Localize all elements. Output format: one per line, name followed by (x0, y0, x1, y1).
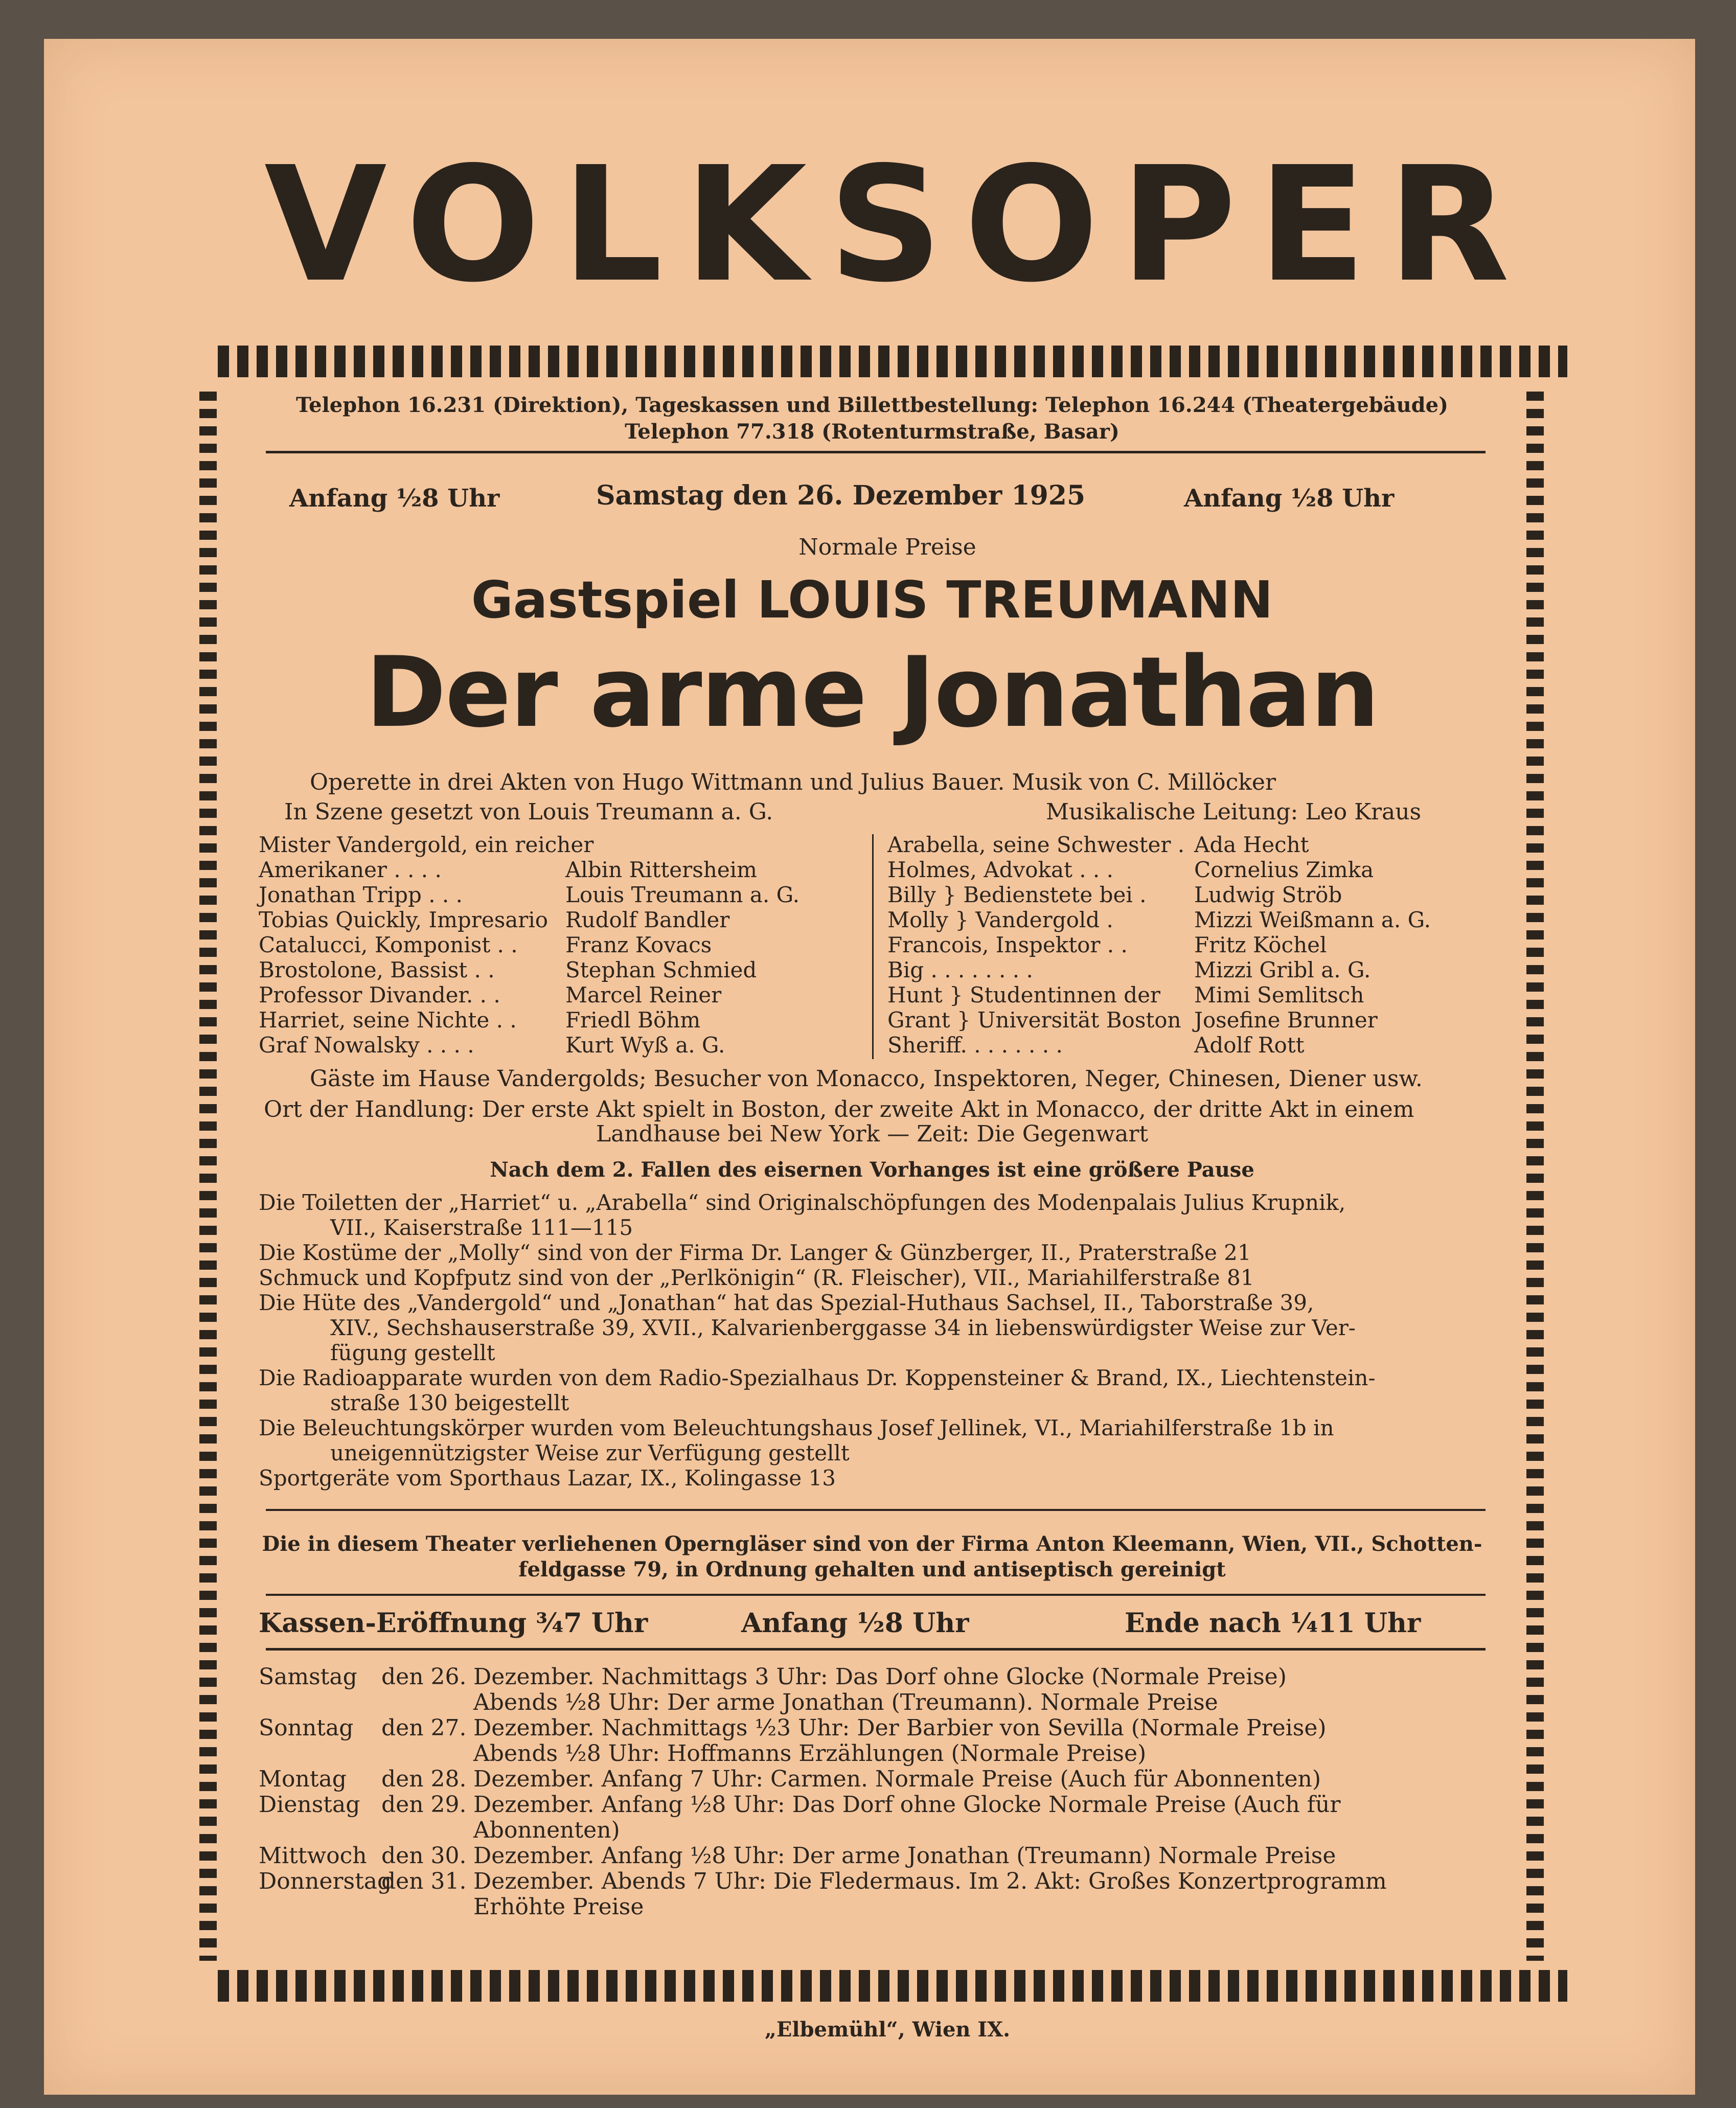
cast-row: Brostolone, Bassist . . Stephan Schmied (259, 957, 757, 982)
cast-list-left (259, 832, 847, 1058)
staging-credit: In Szene gesetzt von Louis Treumann a. G. (284, 799, 773, 825)
weekly-schedule (259, 1664, 1434, 1920)
theatre-title: VOLKSOPER (264, 133, 1532, 317)
cast-row: Tobias Quickly, Impresario Rudolf Bandler (259, 907, 730, 932)
work-subtitle: Operette in drei Akten von Hugo Wittmann und Julius Bauer. Musik von C. Millöcker (310, 769, 1276, 795)
schedule-row: Samstag den 26. Dezember. Nachmittags 3 Uhr: Das Dorf ohne Glocke (Normale Preise) (259, 1664, 1287, 1690)
guests-note: Gäste im Hause Vandergolds; Besucher von Monacco, Inspektoren, Neger, Chinesen, Diener usw. (310, 1066, 1423, 1092)
pause-note: Nach dem 2. Fallen des eisernen Vorhanges ist eine größere Pause (490, 1158, 1254, 1182)
border-left (199, 392, 217, 1961)
place-note-1: Ort der Handlung: Der erste Akt spielt in Boston, der zweite Akt in Monacco, der dritte Akt in einem (264, 1096, 1414, 1122)
schedule-row: Mittwoch den 30. Dezember. Anfang ½8 Uhr: Der arme Jonathan (Treumann) Normale Preise (259, 1843, 1336, 1869)
end-time: Ende nach ¼11 Uhr (1125, 1608, 1421, 1639)
music-direction: Musikalische Leitung: Leo Kraus (1046, 799, 1422, 825)
cast-row: Hunt } Studentinnen der Mimi Semlitsch (887, 982, 1364, 1007)
work-title: Der arme Jonathan (366, 636, 1379, 749)
curtain-time: Anfang ½8 Uhr (741, 1608, 969, 1639)
schedule-row: Montag den 28. Dezember. Anfang 7 Uhr: Carmen. Normale Preise (Auch für Abonnenten) (259, 1766, 1321, 1792)
cast-row: Professor Divander. . . Marcel Reiner (259, 982, 722, 1007)
divider (266, 1509, 1486, 1511)
cast-row: Amerikaner . . . . Albin Rittersheim (259, 857, 757, 882)
start-time-left: Anfang ½8 Uhr (289, 484, 500, 513)
price-note: Normale Preise (798, 534, 976, 560)
box-office-time: Kassen-Eröffnung ¾7 Uhr (259, 1608, 648, 1639)
border-bottom (218, 1970, 1567, 2002)
divider (266, 451, 1486, 453)
cast-row: Grant } Universität Boston Josefine Brunner (887, 1007, 1378, 1033)
cast-divider (872, 834, 874, 1059)
place-note-2: Landhause bei New York — Zeit: Die Gegenwart (596, 1121, 1149, 1147)
performance-date: Samstag den 26. Dezember 1925 (596, 480, 1086, 511)
cast-row: Francois, Inspektor . . Fritz Köchel (887, 932, 1327, 957)
cast-list-right (887, 832, 1501, 1058)
printer-imprint: „Elbemühl“, Wien IX. (764, 2018, 1011, 2042)
cast-row: Mister Vandergold, ein reicher (259, 832, 594, 857)
schedule-row: Erhöhte Preise (473, 1894, 644, 1920)
sponsor-credits: Die Toiletten der „Harriet“ u. „Arabella“ sind Originalschöpfungen des Modenpalais Julius Krupnik, VII., Kaiserstraße 111—115 Die Kostüme der „Molly“ sind von der Firma Dr. Langer & Günzberger, II., Praterstraße 21 Schmuck und Kopfputz sind von der „Perlkönigin“ (R. Fleischer), VII., Mariahilferstraße 81 Die Hüte des „Vandergold“ und „Jonathan“ hat das Spezial-Huthaus Sachsel, II., Taborstraße 39, XIV., Sechshauserstraße 39, XVII., Kalvarienberggasse 34 in liebenswürdigster Weise zur Ver- fügung gestellt Die Radioapparate wurden von dem Radio-Spezialhaus Dr. Koppensteiner & Brand, IX., Liechtenstein- straße 130 beigestellt Die Beleuchtungskörper wurden vom Beleuchtungshaus Josef Jellinek, VI., Mariahilferstraße 1b in uneigennützigster Weise zur Verfügung gestellt Sportgeräte vom Sporthaus Lazar, IX., Kolingasse 13 (259, 1190, 1376, 1491)
schedule-row: Abends ½8 Uhr: Der arme Jonathan (Treumann). Normale Preise (473, 1689, 1218, 1715)
cast-row: Holmes, Advokat . . . Cornelius Zimka (887, 857, 1374, 882)
schedule-row: Dienstag den 29. Dezember. Anfang ½8 Uhr: Das Dorf ohne Glocke Normale Preise (Auch für (259, 1792, 1341, 1818)
border-top (218, 346, 1567, 377)
divider (266, 1648, 1486, 1651)
cast-row: Molly } Vandergold . Mizzi Weißmann a. G. (887, 907, 1431, 932)
phone-line-2: Telephon 77.318 (Rotenturmstraße, Basar) (625, 420, 1120, 444)
poster-sheet (44, 39, 1695, 2095)
cast-row: Sheriff. . . . . . . . Adolf Rott (887, 1033, 1305, 1058)
guest-performer: Gastspiel LOUIS TREUMANN (471, 570, 1273, 630)
schedule-row: Sonntag den 27. Dezember. Nachmittags ½3 Uhr: Der Barbier von Sevilla (Normale Preise) (259, 1715, 1327, 1741)
schedule-row: Abonnenten) (473, 1817, 620, 1843)
cast-row: Jonathan Tripp . . . Louis Treumann a. G. (259, 882, 800, 907)
operaglass-note-2: feldgasse 79, in Ordnung gehalten und antiseptisch gereinigt (518, 1557, 1226, 1582)
border-right (1526, 392, 1544, 1961)
start-time-right: Anfang ½8 Uhr (1184, 484, 1395, 513)
cast-row: Big . . . . . . . . Mizzi Gribl a. G. (887, 957, 1371, 982)
cast-row: Catalucci, Komponist . . Franz Kovacs (259, 932, 712, 957)
schedule-row: Donnerstagden 31. Dezember. Abends 7 Uhr: Die Fledermaus. Im 2. Akt: Großes Konzertprogramm (259, 1868, 1387, 1894)
operaglass-note-1: Die in diesem Theater verliehenen Operngläser sind von der Firma Anton Kleemann, Wien, VII., Schotten- (262, 1532, 1482, 1556)
cast-row: Billy } Bedienstete bei . Ludwig Ströb (887, 882, 1342, 907)
schedule-row: Abends ½8 Uhr: Hoffmanns Erzählungen (Normale Preise) (473, 1740, 1147, 1767)
divider (266, 1594, 1486, 1596)
cast-row: Graf Nowalsky . . . . Kurt Wyß a. G. (259, 1033, 725, 1058)
cast-row: Harriet, seine Nichte . . Friedl Böhm (259, 1007, 701, 1033)
cast-row: Arabella, seine Schwester . Ada Hecht (887, 832, 1309, 857)
phone-line-1: Telephon 16.231 (Direktion), Tageskassen und Billettbestellung: Telephon 16.244 (Theatergebäude) (295, 393, 1449, 417)
